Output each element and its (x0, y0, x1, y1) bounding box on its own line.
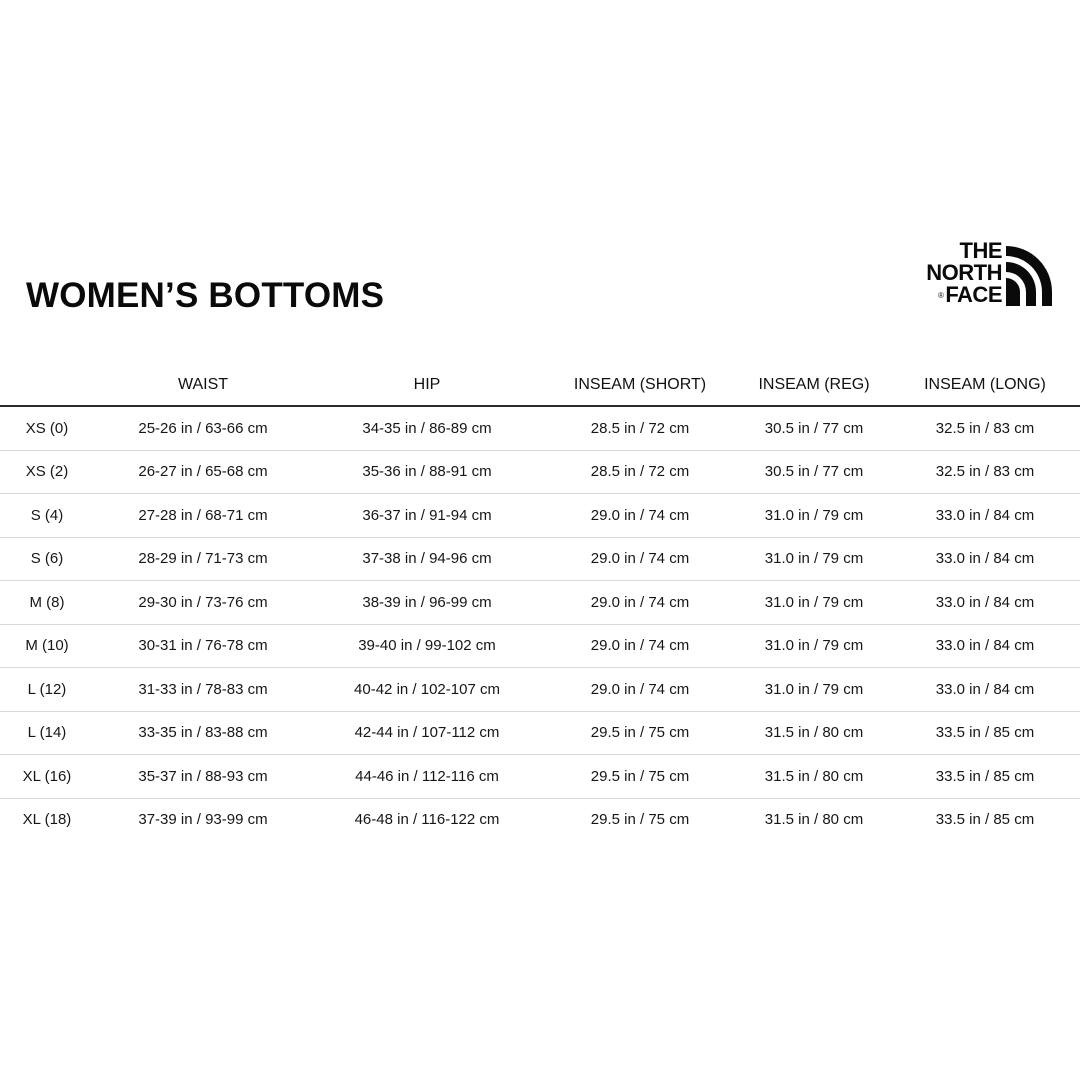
waist-cell: 30-31 in / 76-78 cm (94, 624, 312, 668)
size-cell: S (4) (0, 494, 94, 538)
inseam-reg-cell: 31.5 in / 80 cm (738, 755, 890, 799)
hip-cell: 35-36 in / 88-91 cm (312, 450, 542, 494)
size-cell: L (12) (0, 668, 94, 712)
size-cell: XS (0) (0, 406, 94, 450)
waist-cell: 33-35 in / 83-88 cm (94, 711, 312, 755)
table-row (0, 494, 1080, 538)
table-row (0, 624, 1080, 668)
table-row (0, 537, 1080, 581)
logo-line-3-wrap (926, 284, 1002, 307)
hip-cell: 42-44 in / 107-112 cm (312, 711, 542, 755)
inseam-short-cell: 29.5 in / 75 cm (542, 755, 738, 799)
table-row (0, 581, 1080, 625)
inseam-long-cell: 33.0 in / 84 cm (890, 494, 1080, 538)
inseam-long-cell: 33.5 in / 85 cm (890, 755, 1080, 799)
inseam-short-cell: 29.0 in / 74 cm (542, 537, 738, 581)
inseam-long-cell: 33.0 in / 84 cm (890, 537, 1080, 581)
inseam-reg-cell: 31.0 in / 79 cm (738, 624, 890, 668)
inseam-short-cell: 29.5 in / 75 cm (590, 811, 690, 829)
table-row (0, 450, 1080, 494)
table-row (0, 668, 1080, 712)
waist-column-header: WAIST (94, 364, 312, 406)
size-cell: M (10) (0, 624, 94, 668)
hip-cell: 40-42 in / 102-107 cm (312, 668, 542, 712)
inseam-long-cell: 33.0 in / 84 cm (890, 624, 1080, 668)
waist-cell: 31-33 in / 78-83 cm (94, 668, 312, 712)
page-title: WOMEN’S BOTTOMS (26, 276, 385, 315)
inseam-short-cell: 29.0 in / 74 cm (542, 581, 738, 625)
table-row (0, 755, 1080, 799)
hip-cell: 46-48 in / 116-122 cm (354, 811, 500, 829)
inseam-reg-cell: 31.0 in / 79 cm (738, 581, 890, 625)
inseam-long-cell: 33.0 in / 84 cm (890, 581, 1080, 625)
size-cell: M (8) (0, 581, 94, 625)
table-header-row (0, 364, 1080, 406)
size-column-header (0, 364, 94, 406)
table-body (0, 406, 1080, 841)
logo-line-1: THE (959, 238, 1002, 263)
size-cell: L (14) (0, 711, 94, 755)
inseam-long-cell: 33.5 in / 85 cm (935, 811, 1035, 829)
half-dome-logo-icon (1002, 242, 1056, 308)
logo-line-3: FACE (945, 282, 1002, 307)
inseam-long-cell: 33.0 in / 84 cm (890, 668, 1080, 712)
size-cell: XS (2) (0, 450, 94, 494)
inseam-reg-cell: 31.5 in / 80 cm (764, 811, 864, 829)
waist-cell: 37-39 in / 93-99 cm (138, 811, 268, 829)
hip-cell: 38-39 in / 96-99 cm (312, 581, 542, 625)
table-row (0, 406, 1080, 450)
inseam-reg-cell: 31.5 in / 80 cm (738, 711, 890, 755)
waist-cell: 29-30 in / 73-76 cm (94, 581, 312, 625)
inseam-long-cell: 32.5 in / 83 cm (890, 450, 1080, 494)
waist-cell: 28-29 in / 71-73 cm (94, 537, 312, 581)
inseam-short-cell: 28.5 in / 72 cm (542, 406, 738, 450)
inseam-short-cell: 28.5 in / 72 cm (542, 450, 738, 494)
logo-line-2: NORTH (926, 260, 1002, 285)
inseam-short-cell: 29.0 in / 74 cm (542, 668, 738, 712)
inseam-reg-cell: 30.5 in / 77 cm (738, 450, 890, 494)
waist-cell: 27-28 in / 68-71 cm (94, 494, 312, 538)
inseam-short-cell: 29.0 in / 74 cm (542, 624, 738, 668)
brand-logo (904, 240, 1056, 312)
table-row (0, 711, 1080, 755)
waist-cell: 26-27 in / 65-68 cm (94, 450, 312, 494)
size-cell: XL (18) (22, 811, 72, 829)
inseam-short-cell: 29.5 in / 75 cm (542, 711, 738, 755)
inseam-short-column-header: INSEAM (SHORT) (542, 364, 738, 406)
size-chart-table (0, 364, 1080, 841)
inseam-reg-column-header: INSEAM (REG) (738, 364, 890, 406)
inseam-reg-cell: 31.0 in / 79 cm (738, 537, 890, 581)
inseam-long-cell: 32.5 in / 83 cm (890, 406, 1080, 450)
registered-mark: ® (937, 291, 944, 301)
inseam-short-cell: 29.0 in / 74 cm (542, 494, 738, 538)
waist-cell: 35-37 in / 88-93 cm (94, 755, 312, 799)
hip-cell: 44-46 in / 112-116 cm (312, 755, 542, 799)
inseam-reg-cell: 31.0 in / 79 cm (738, 668, 890, 712)
hip-cell: 36-37 in / 91-94 cm (312, 494, 542, 538)
inseam-reg-cell: 31.0 in / 79 cm (738, 494, 890, 538)
table-row (0, 798, 1080, 841)
waist-cell: 25-26 in / 63-66 cm (94, 406, 312, 450)
inseam-reg-cell: 30.5 in / 77 cm (738, 406, 890, 450)
hip-column-header: HIP (312, 364, 542, 406)
size-cell: S (6) (0, 537, 94, 581)
hip-cell: 39-40 in / 99-102 cm (312, 624, 542, 668)
hip-cell: 37-38 in / 94-96 cm (312, 537, 542, 581)
size-cell: XL (16) (0, 755, 94, 799)
inseam-long-column-header: INSEAM (LONG) (890, 364, 1080, 406)
inseam-long-cell: 33.5 in / 85 cm (890, 711, 1080, 755)
brand-logo-text (926, 240, 1002, 307)
hip-cell: 34-35 in / 86-89 cm (312, 406, 542, 450)
